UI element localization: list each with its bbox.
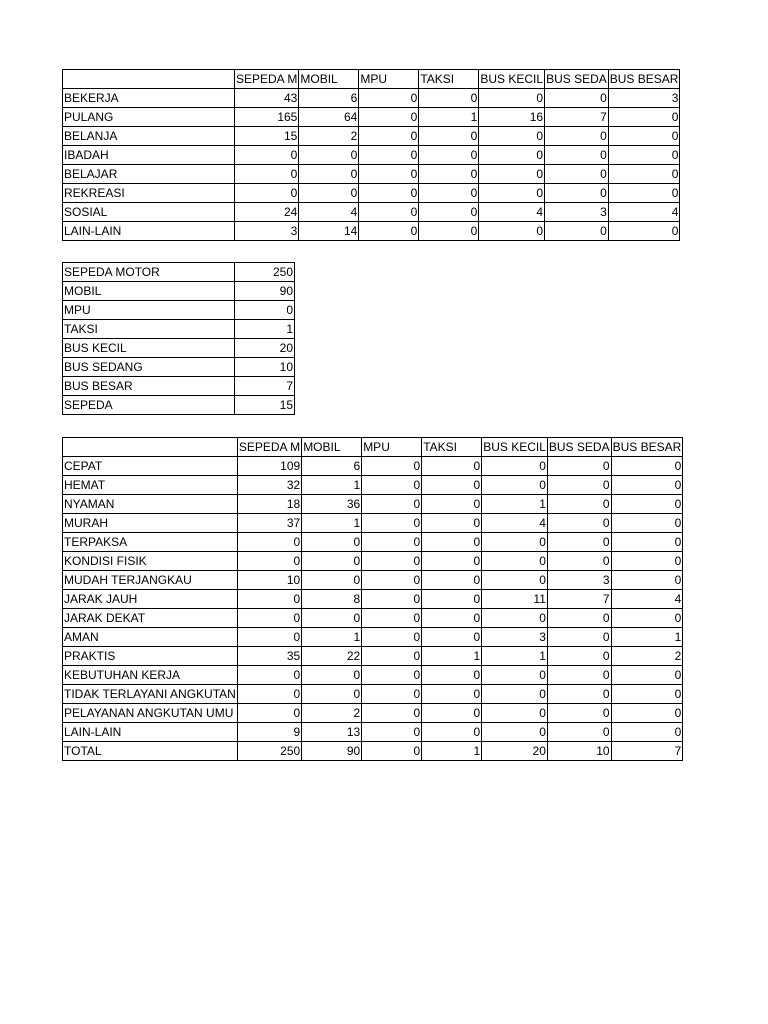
- row-label: MOBIL: [63, 282, 235, 301]
- cell-value: 250: [237, 742, 301, 761]
- cell-value: 0: [611, 723, 683, 742]
- cell-value: 0: [482, 704, 548, 723]
- cell-value: 32: [237, 476, 301, 495]
- cell-value: 0: [359, 127, 419, 146]
- header-row: [63, 70, 680, 89]
- cell-value: 0: [359, 184, 419, 203]
- cell-value: 0: [611, 552, 683, 571]
- column-header: BUS KECIL: [479, 70, 545, 89]
- cell-value: 0: [608, 222, 680, 241]
- cell-value: 4: [482, 514, 548, 533]
- cell-value: 3: [545, 203, 609, 222]
- cell-value: 7: [545, 108, 609, 127]
- cell-value: 15: [235, 127, 299, 146]
- cell-value: 24: [235, 203, 299, 222]
- cell-value: 0: [419, 127, 479, 146]
- mode-reason-table: [62, 437, 683, 761]
- cell-value: 0: [611, 571, 683, 590]
- cell-value: 1: [419, 108, 479, 127]
- cell-value: 0: [237, 628, 301, 647]
- cell-value: 43: [235, 89, 299, 108]
- cell-value: 0: [482, 476, 548, 495]
- cell-value: 0: [547, 723, 611, 742]
- cell-value: 1: [611, 628, 683, 647]
- table-row: [63, 742, 683, 761]
- cell-value: 0: [422, 609, 482, 628]
- cell-value: 0: [237, 704, 301, 723]
- cell-value: 22: [302, 647, 362, 666]
- cell-value: 1: [482, 647, 548, 666]
- cell-value: 0: [235, 165, 299, 184]
- cell-value: 0: [547, 704, 611, 723]
- column-header: BUS BESAR: [611, 438, 683, 457]
- cell-value: 0: [611, 533, 683, 552]
- row-label: TIDAK TERLAYANI ANGKUTAN: [63, 685, 238, 704]
- cell-value: 0: [419, 146, 479, 165]
- cell-value: 0: [422, 571, 482, 590]
- cell-value: 0: [547, 495, 611, 514]
- row-label: KEBUTUHAN KERJA: [63, 666, 238, 685]
- cell-value: 4: [611, 590, 683, 609]
- cell-value: 0: [362, 609, 422, 628]
- column-header: BUS SEDA: [547, 438, 611, 457]
- cell-value: 0: [611, 666, 683, 685]
- cell-value: 0: [302, 609, 362, 628]
- table-row: [63, 666, 683, 685]
- trip-purpose-table: [62, 69, 680, 241]
- column-header: MOBIL: [299, 70, 359, 89]
- cell-value: 0: [547, 457, 611, 476]
- cell-value: 7: [235, 377, 295, 396]
- cell-value: 0: [545, 184, 609, 203]
- cell-value: 0: [422, 514, 482, 533]
- row-label: AMAN: [63, 628, 238, 647]
- cell-value: 0: [362, 533, 422, 552]
- row-label: NYAMAN: [63, 495, 238, 514]
- row-label: TAKSI: [63, 320, 235, 339]
- cell-value: 109: [237, 457, 301, 476]
- cell-value: 250: [235, 263, 295, 282]
- cell-value: 0: [422, 457, 482, 476]
- row-label: PRAKTIS: [63, 647, 238, 666]
- cell-value: 165: [235, 108, 299, 127]
- cell-value: 20: [482, 742, 548, 761]
- row-label: MUDAH TERJANGKAU: [63, 571, 238, 590]
- cell-value: 0: [362, 495, 422, 514]
- column-header: SEPEDA M: [237, 438, 301, 457]
- cell-value: 0: [422, 704, 482, 723]
- table-row: [63, 552, 683, 571]
- row-label: BEKERJA: [63, 89, 235, 108]
- row-label: BUS KECIL: [63, 339, 235, 358]
- cell-value: 10: [237, 571, 301, 590]
- cell-value: 0: [419, 165, 479, 184]
- cell-value: 0: [482, 457, 548, 476]
- cell-value: 0: [422, 723, 482, 742]
- table-row: [63, 457, 683, 476]
- cell-value: 0: [547, 552, 611, 571]
- column-header: SEPEDA M: [235, 70, 299, 89]
- table-row: [63, 495, 683, 514]
- cell-value: 0: [302, 552, 362, 571]
- column-header: TAKSI: [419, 70, 479, 89]
- header-row: [63, 438, 683, 457]
- column-header: BUS KECIL: [482, 438, 548, 457]
- cell-value: 0: [237, 533, 301, 552]
- cell-value: 1: [235, 320, 295, 339]
- table-row: [63, 685, 683, 704]
- cell-value: 13: [302, 723, 362, 742]
- cell-value: 3: [547, 571, 611, 590]
- table-row: [63, 533, 683, 552]
- cell-value: 0: [482, 571, 548, 590]
- row-label: PULANG: [63, 108, 235, 127]
- cell-value: 0: [237, 590, 301, 609]
- cell-value: 2: [611, 647, 683, 666]
- table-row: [63, 282, 295, 301]
- cell-value: 0: [482, 609, 548, 628]
- cell-value: 37: [237, 514, 301, 533]
- row-label: PELAYANAN ANGKUTAN UMU: [63, 704, 238, 723]
- cell-value: 0: [479, 127, 545, 146]
- table-row: [63, 476, 683, 495]
- cell-value: 18: [237, 495, 301, 514]
- cell-value: 0: [547, 647, 611, 666]
- cell-value: 0: [422, 685, 482, 704]
- cell-value: 0: [302, 571, 362, 590]
- cell-value: 0: [611, 514, 683, 533]
- column-header: BUS SEDA: [545, 70, 609, 89]
- cell-value: 0: [302, 533, 362, 552]
- cell-value: 14: [299, 222, 359, 241]
- cell-value: 0: [362, 704, 422, 723]
- cell-value: 3: [482, 628, 548, 647]
- cell-value: 0: [422, 533, 482, 552]
- cell-value: 35: [237, 647, 301, 666]
- cell-value: 0: [547, 514, 611, 533]
- table-row: [63, 263, 295, 282]
- table-row: [63, 723, 683, 742]
- cell-value: 4: [299, 203, 359, 222]
- cell-value: 0: [235, 184, 299, 203]
- cell-value: 0: [479, 184, 545, 203]
- cell-value: 36: [302, 495, 362, 514]
- table-row: [63, 590, 683, 609]
- cell-value: 9: [237, 723, 301, 742]
- cell-value: 90: [235, 282, 295, 301]
- table-row: [63, 514, 683, 533]
- vehicle-total-table: [62, 262, 295, 415]
- cell-value: 0: [482, 552, 548, 571]
- cell-value: 0: [362, 590, 422, 609]
- column-header: [63, 70, 235, 89]
- column-header: TAKSI: [422, 438, 482, 457]
- column-header: MPU: [362, 438, 422, 457]
- row-label: SEPEDA MOTOR: [63, 263, 235, 282]
- cell-value: 0: [419, 222, 479, 241]
- cell-value: 0: [419, 184, 479, 203]
- cell-value: 0: [482, 723, 548, 742]
- cell-value: 1: [422, 647, 482, 666]
- table-row: [63, 628, 683, 647]
- table-row: [63, 396, 295, 415]
- cell-value: 0: [362, 742, 422, 761]
- table-row: [63, 647, 683, 666]
- cell-value: 0: [545, 165, 609, 184]
- cell-value: 0: [608, 146, 680, 165]
- cell-value: 0: [422, 590, 482, 609]
- row-label: SEPEDA: [63, 396, 235, 415]
- cell-value: 0: [419, 89, 479, 108]
- cell-value: 0: [608, 184, 680, 203]
- cell-value: 0: [237, 666, 301, 685]
- cell-value: 3: [235, 222, 299, 241]
- table-row: [63, 320, 295, 339]
- table-row: [63, 339, 295, 358]
- row-label: HEMAT: [63, 476, 238, 495]
- cell-value: 90: [302, 742, 362, 761]
- cell-value: 0: [479, 89, 545, 108]
- cell-value: 0: [479, 165, 545, 184]
- cell-value: 4: [479, 203, 545, 222]
- cell-value: 3: [608, 89, 680, 108]
- cell-value: 0: [608, 127, 680, 146]
- row-label: BUS BESAR: [63, 377, 235, 396]
- cell-value: 0: [299, 184, 359, 203]
- cell-value: 0: [235, 301, 295, 320]
- cell-value: 0: [359, 89, 419, 108]
- row-label: JARAK DEKAT: [63, 609, 238, 628]
- column-header: BUS BESAR: [608, 70, 680, 89]
- cell-value: 15: [235, 396, 295, 415]
- cell-value: 0: [545, 146, 609, 165]
- cell-value: 0: [482, 685, 548, 704]
- column-header: MPU: [359, 70, 419, 89]
- cell-value: 1: [482, 495, 548, 514]
- table-row: [63, 704, 683, 723]
- row-label: MURAH: [63, 514, 238, 533]
- row-label: TERPAKSA: [63, 533, 238, 552]
- cell-value: 0: [237, 685, 301, 704]
- cell-value: 0: [422, 476, 482, 495]
- cell-value: 0: [479, 222, 545, 241]
- cell-value: 0: [359, 203, 419, 222]
- table-row: [63, 184, 680, 203]
- row-label: BUS SEDANG: [63, 358, 235, 377]
- cell-value: 0: [422, 495, 482, 514]
- cell-value: 7: [547, 590, 611, 609]
- cell-value: 0: [545, 127, 609, 146]
- cell-value: 2: [302, 704, 362, 723]
- cell-value: 2: [299, 127, 359, 146]
- table-row: [63, 127, 680, 146]
- row-label: BELAJAR: [63, 165, 235, 184]
- cell-value: 0: [545, 89, 609, 108]
- cell-value: 0: [419, 203, 479, 222]
- cell-value: 0: [608, 165, 680, 184]
- table-row: [63, 301, 295, 320]
- cell-value: 0: [362, 514, 422, 533]
- cell-value: 1: [422, 742, 482, 761]
- cell-value: 0: [359, 222, 419, 241]
- column-header: [63, 438, 238, 457]
- row-label: REKREASI: [63, 184, 235, 203]
- cell-value: 0: [362, 571, 422, 590]
- cell-value: 0: [482, 666, 548, 685]
- cell-value: 0: [359, 108, 419, 127]
- cell-value: 0: [547, 666, 611, 685]
- cell-value: 0: [547, 628, 611, 647]
- cell-value: 11: [482, 590, 548, 609]
- cell-value: 0: [235, 146, 299, 165]
- cell-value: 1: [302, 476, 362, 495]
- cell-value: 0: [362, 647, 422, 666]
- table-row: [63, 571, 683, 590]
- row-label: SOSIAL: [63, 203, 235, 222]
- cell-value: 7: [611, 742, 683, 761]
- table-row: [63, 146, 680, 165]
- cell-value: 0: [362, 457, 422, 476]
- cell-value: 0: [547, 609, 611, 628]
- cell-value: 6: [299, 89, 359, 108]
- table-row: [63, 108, 680, 127]
- table-row: [63, 222, 680, 241]
- table-row: [63, 377, 295, 396]
- cell-value: 0: [611, 495, 683, 514]
- cell-value: 0: [479, 146, 545, 165]
- cell-value: 64: [299, 108, 359, 127]
- cell-value: 0: [608, 108, 680, 127]
- row-label: TOTAL: [63, 742, 238, 761]
- cell-value: 0: [299, 165, 359, 184]
- cell-value: 0: [362, 666, 422, 685]
- row-label: KONDISI FISIK: [63, 552, 238, 571]
- row-label: MPU: [63, 301, 235, 320]
- cell-value: 8: [302, 590, 362, 609]
- cell-value: 0: [362, 552, 422, 571]
- cell-value: 0: [611, 685, 683, 704]
- cell-value: 16: [479, 108, 545, 127]
- cell-value: 10: [235, 358, 295, 377]
- cell-value: 0: [545, 222, 609, 241]
- cell-value: 0: [482, 533, 548, 552]
- cell-value: 0: [611, 609, 683, 628]
- cell-value: 0: [611, 704, 683, 723]
- cell-value: 0: [362, 723, 422, 742]
- row-label: CEPAT: [63, 457, 238, 476]
- cell-value: 0: [611, 476, 683, 495]
- cell-value: 0: [359, 165, 419, 184]
- cell-value: 0: [611, 457, 683, 476]
- cell-value: 0: [362, 628, 422, 647]
- cell-value: 0: [547, 476, 611, 495]
- row-label: IBADAH: [63, 146, 235, 165]
- cell-value: 0: [237, 609, 301, 628]
- cell-value: 4: [608, 203, 680, 222]
- table-row: [63, 203, 680, 222]
- cell-value: 1: [302, 514, 362, 533]
- cell-value: 0: [422, 628, 482, 647]
- cell-value: 0: [547, 685, 611, 704]
- cell-value: 0: [547, 533, 611, 552]
- cell-value: 0: [362, 685, 422, 704]
- table-row: [63, 89, 680, 108]
- cell-value: 0: [302, 666, 362, 685]
- row-label: BELANJA: [63, 127, 235, 146]
- cell-value: 0: [359, 146, 419, 165]
- table-row: [63, 358, 295, 377]
- cell-value: 0: [422, 552, 482, 571]
- cell-value: 0: [362, 476, 422, 495]
- table-row: [63, 609, 683, 628]
- cell-value: 10: [547, 742, 611, 761]
- cell-value: 0: [299, 146, 359, 165]
- cell-value: 0: [237, 552, 301, 571]
- cell-value: 6: [302, 457, 362, 476]
- row-label: LAIN-LAIN: [63, 222, 235, 241]
- cell-value: 0: [302, 685, 362, 704]
- cell-value: 0: [422, 666, 482, 685]
- table-row: [63, 165, 680, 184]
- row-label: JARAK JAUH: [63, 590, 238, 609]
- cell-value: 1: [302, 628, 362, 647]
- cell-value: 20: [235, 339, 295, 358]
- row-label: LAIN-LAIN: [63, 723, 238, 742]
- column-header: MOBIL: [302, 438, 362, 457]
